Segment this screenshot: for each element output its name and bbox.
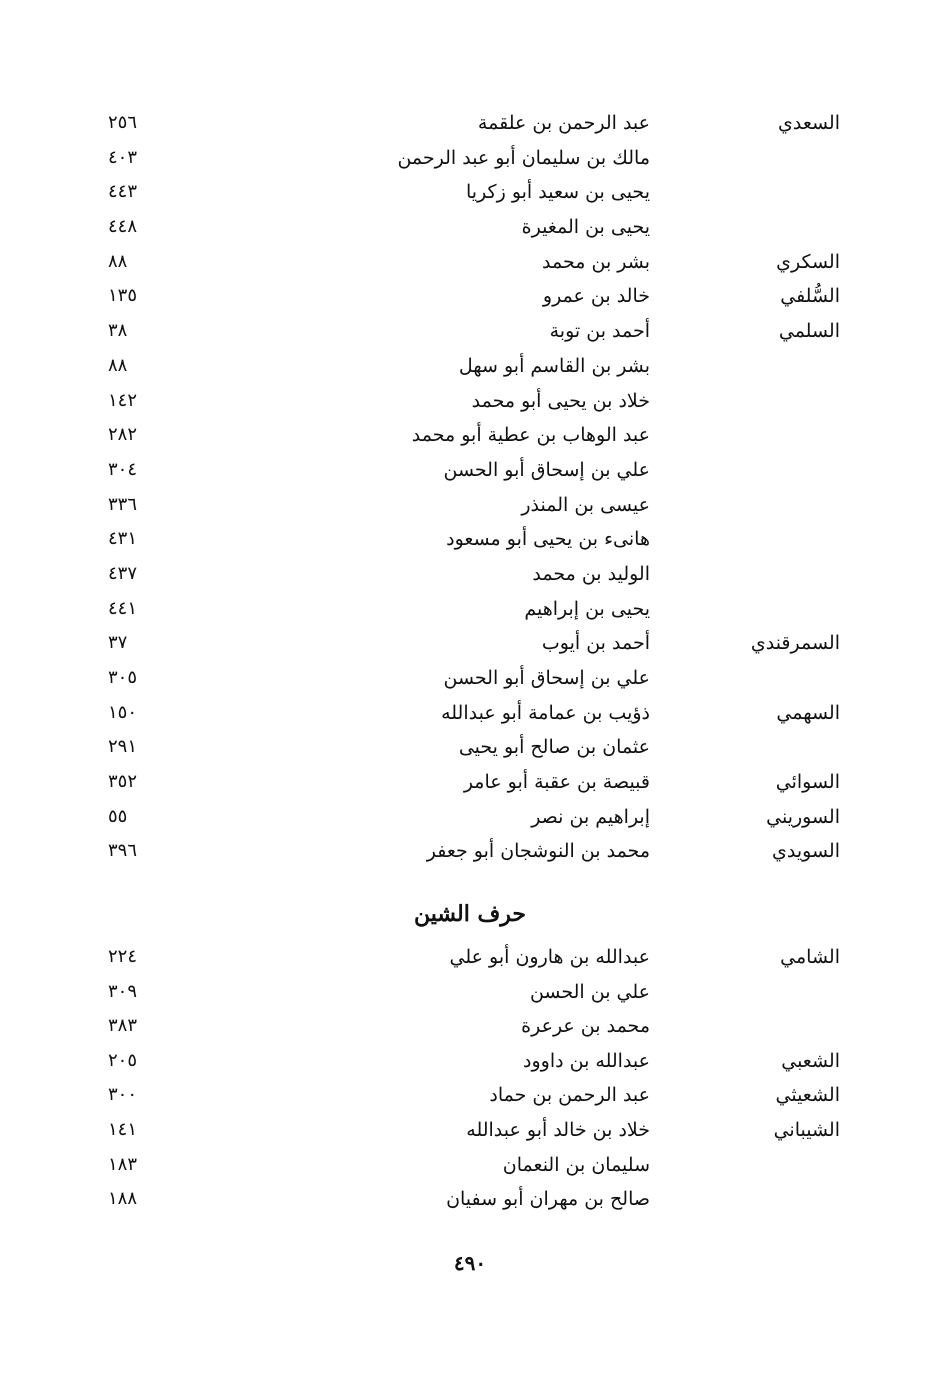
entry-nisba: الشامي <box>780 946 840 968</box>
entry-page-number: ٤٤٣ <box>108 181 138 203</box>
entry-page-number: ٢٢٤ <box>108 946 138 967</box>
index-entry-row <box>0 351 940 386</box>
index-entry-row <box>0 386 940 421</box>
entry-name: بشر بن القاسم أبو سهل <box>458 354 650 377</box>
entry-page-number: ٣٠٩ <box>108 980 138 1002</box>
index-entry-row <box>0 732 940 767</box>
entry-page-number: ٨٨ <box>108 250 128 272</box>
entry-name: عبد الرحمن بن علقمة <box>477 112 650 134</box>
entry-page-number: ٤٣٧ <box>108 562 138 584</box>
index-entry-row <box>0 455 940 490</box>
entry-name: محمد بن عرعرة <box>521 1015 650 1038</box>
entry-page-number: ٢٩١ <box>108 736 138 758</box>
entry-page-number: ١٤١ <box>108 1118 138 1140</box>
entry-name: خلاد بن يحيى أبو محمد <box>471 389 650 412</box>
entry-page-number: ٣٨٣ <box>108 1015 138 1037</box>
entry-nisba: السويدي <box>772 840 840 863</box>
index-entry-row <box>0 942 940 977</box>
section-heading-text: حرف الشين <box>413 901 527 927</box>
entry-nisba: الشعبي <box>781 1049 840 1072</box>
entry-name: عبد الوهاب بن عطية أبو محمد <box>411 424 650 447</box>
entry-name: محمد بن النوشجان أبو جعفر <box>426 840 650 863</box>
entry-nisba: السعدي <box>777 112 840 134</box>
entry-nisba: السكري <box>776 250 840 273</box>
entry-name: خالد بن عمرو <box>542 285 650 308</box>
entry-page-number: ٣٨ <box>108 320 128 342</box>
entry-name: عيسى بن المنذر <box>521 493 650 516</box>
entry-page-number: ٢٨٢ <box>108 424 138 446</box>
section-sin <box>0 108 940 871</box>
entry-page-number: ٤٠٣ <box>108 146 138 168</box>
entry-page-number: ٢٠٥ <box>108 1049 138 1071</box>
entry-name: أحمد بن توبة <box>549 320 650 343</box>
section-heading-shin <box>0 898 940 930</box>
index-entry-row <box>0 490 940 525</box>
entry-nisba: السُّلفي <box>780 285 840 308</box>
index-entry-row <box>0 143 940 178</box>
entry-name: الوليد بن محمد <box>532 562 650 585</box>
entry-page-number: ٣٩٦ <box>108 840 138 862</box>
entry-name: علي بن الحسن <box>529 980 650 1003</box>
entry-page-number: ٣٠٠ <box>108 1084 138 1106</box>
entry-nisba: الشعيثي <box>775 1084 840 1107</box>
entry-name: عثمان بن صالح أبو يحيى <box>458 736 650 759</box>
entry-name: عبدالله بن داوود <box>523 1049 650 1072</box>
entry-page-number: ٣٥٢ <box>108 771 138 793</box>
section-shin <box>0 942 940 1219</box>
index-entry-row <box>0 628 940 663</box>
index-entry-row <box>0 247 940 282</box>
entry-name: مالك بن سليمان أبو عبد الرحمن <box>397 146 650 169</box>
entry-name: هانىء بن يحيى أبو مسعود <box>446 528 650 551</box>
index-entry-row <box>0 1080 940 1115</box>
index-entry-row <box>0 1011 940 1046</box>
entry-nisba: السهمي <box>776 701 840 724</box>
entry-name: سليمان بن النعمان <box>502 1153 650 1176</box>
entry-page-number: ١٤٢ <box>108 389 138 411</box>
index-entry-row <box>0 316 940 351</box>
entry-page-number: ١٣٥ <box>108 285 138 307</box>
entry-name: ذؤيب بن عمامة أبو عبدالله <box>441 701 650 724</box>
entry-page-number: ٢٥٦ <box>108 112 138 133</box>
entry-page-number: ٤٤١ <box>108 597 138 619</box>
index-entry-row <box>0 1184 940 1219</box>
entry-name: خلاد بن خالد أبو عبدالله <box>466 1118 650 1141</box>
entry-page-number: ٣٠٤ <box>108 458 138 480</box>
entry-name: قبيصة بن عقبة أبو عامر <box>463 771 650 794</box>
entry-name: يحيى بن إبراهيم <box>524 597 650 620</box>
index-entry-row <box>0 1150 940 1185</box>
entry-name: بشر بن محمد <box>542 250 650 273</box>
index-entry-row <box>0 767 940 802</box>
entry-nisba: السوريني <box>766 805 840 828</box>
index-entry-row <box>0 594 940 629</box>
entry-page-number: ٤٣١ <box>108 528 138 550</box>
index-entry-row <box>0 177 940 212</box>
index-entry-row <box>0 802 940 837</box>
entry-page-number: ٨٨ <box>108 354 128 376</box>
entry-nisba: السوائي <box>775 771 840 794</box>
entry-page-number: ١٥٠ <box>108 701 138 723</box>
index-entry-row <box>0 559 940 594</box>
index-entry-row <box>0 212 940 247</box>
entry-name: أحمد بن أيوب <box>541 632 650 655</box>
index-entry-row <box>0 420 940 455</box>
entry-name: إبراهيم بن نصر <box>531 805 650 828</box>
entry-page-number: ٣٧ <box>108 632 128 654</box>
index-entry-row <box>0 1046 940 1081</box>
entry-page-number: ٥٥ <box>108 805 128 827</box>
entry-page-number: ٤٤٨ <box>108 216 138 238</box>
index-entry-row <box>0 1115 940 1150</box>
index-entry-row <box>0 836 940 871</box>
entry-name: علي بن إسحاق أبو الحسن <box>443 667 650 689</box>
entry-page-number: ١٨٣ <box>108 1153 138 1175</box>
index-entry-row <box>0 698 940 733</box>
entry-name: يحيى بن سعيد أبو زكريا <box>466 181 650 204</box>
index-entry-row <box>0 108 940 143</box>
entry-name: يحيى بن المغيرة <box>521 216 650 239</box>
entry-name: صالح بن مهران أبو سفيان <box>446 1188 650 1211</box>
entry-name: عبد الرحمن بن حماد <box>489 1084 650 1107</box>
index-entry-row <box>0 663 940 698</box>
index-entry-row <box>0 977 940 1012</box>
index-entry-row <box>0 524 940 559</box>
index-entry-row <box>0 281 940 316</box>
entry-name: عبدالله بن هارون أبو علي <box>449 946 650 968</box>
page-number: ٤٩٠ <box>453 1251 487 1275</box>
entry-page-number: ٣٣٦ <box>108 493 138 515</box>
entry-name: علي بن إسحاق أبو الحسن <box>443 458 650 481</box>
entry-nisba: السلمي <box>778 320 840 343</box>
entry-page-number: ١٨٨ <box>108 1188 138 1210</box>
entry-page-number: ٣٠٥ <box>108 667 138 688</box>
entry-nisba: الشيباني <box>773 1118 840 1141</box>
entry-nisba: السمرقندي <box>750 632 840 655</box>
